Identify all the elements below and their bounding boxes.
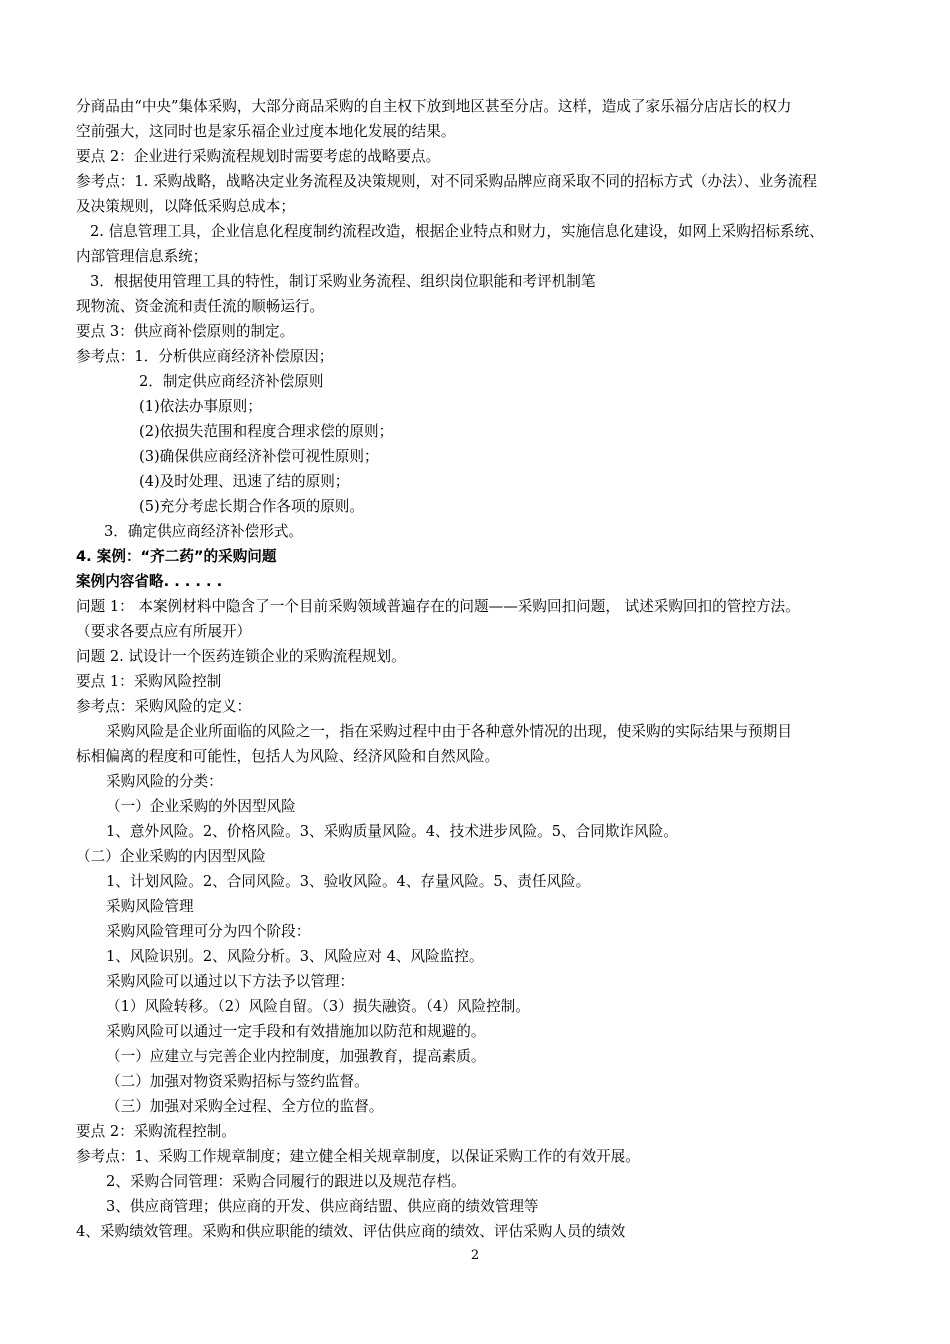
text-line: (3)确保供应商经济补偿可视性原则； [139, 448, 379, 465]
text-line: 分商品由“中央”集体采购，大部分商品采购的自主权下放到地区甚至分店。这样，造成了家乐福分店店长的权力 [76, 98, 792, 115]
text-line: 空前强大，这同时也是家乐福企业过度本地化发展的结果。 [76, 123, 456, 140]
text-line: 采购风险可以通过以下方法予以管理： [106, 973, 355, 990]
text-line: 2．制定供应商经济补偿原则 [139, 373, 324, 390]
text-line: 采购风险管理可分为四个阶段： [106, 923, 311, 940]
text-line: 要点 2：采购流程控制。 [76, 1123, 236, 1140]
text-line: 3、供应商管理；供应商的开发、供应商结盟、供应商的绩效管理等 [106, 1198, 539, 1215]
text-line: 问题 1： 本案例材料中隐含了一个目前采购领域普遍存在的问题——采购回扣问题， 试述采购回扣的管控方法。 [76, 598, 800, 615]
text-line: (2)依损失范围和程度合理求偿的原则； [139, 423, 394, 440]
text-line: 案例内容省略. . . . . . [76, 573, 223, 590]
text-line: 1、计划风险。2、合同风险。3、验收风险。4、存量风险。5、责任风险。 [106, 873, 591, 890]
text-line: 2、采购合同管理：采购合同履行的跟进以及规范存档。 [106, 1173, 466, 1190]
text-line: 采购风险的分类： [106, 773, 223, 790]
page-number: 2 [470, 1248, 480, 1263]
text-line: (1)依法办事原则； [139, 398, 262, 415]
text-line: 3．确定供应商经济补偿形式。 [104, 523, 304, 540]
text-line: 采购风险是企业所面临的风险之一，指在采购过程中由于各种意外情况的出现，使采购的实际结果与预期目 [106, 723, 792, 740]
text-line: 标相偏离的程度和可能性，包括人为风险、经济风险和自然风险。 [76, 748, 500, 765]
text-line: 参考点：采购风险的定义： [76, 698, 252, 715]
text-line: 2. 信息管理工具，企业信息化程度制约流程改造，根据企业特点和财力，实施信息化建设，如网上采购招标系统、 [90, 223, 824, 240]
text-line: 参考点：1．分析供应商经济补偿原因； [76, 348, 334, 365]
text-line: （1）风险转移。（2）风险自留。（3）损失融资。（4）风险控制。 [106, 998, 530, 1015]
text-line: 要点 2：企业进行采购流程规划时需要考虑的战略要点。 [76, 148, 441, 165]
text-line: 1、意外风险。2、价格风险。3、采购质量风险。4、技术进步风险。5、合同欺诈风险。 [106, 823, 678, 840]
text-line: 要点 3：供应商补偿原则的制定。 [76, 323, 295, 340]
text-line: 要点 1：采购风险控制 [76, 673, 222, 690]
text-line: （一）企业采购的外因型风险 [106, 798, 296, 815]
text-line: 3．根据使用管理工具的特性，制订采购业务流程、组织岗位职能和考评机制笔 [90, 273, 596, 290]
text-line: (4)及时处理、迅速了结的原则； [139, 473, 350, 490]
text-line: 现物流、资金流和责任流的顺畅运行。 [76, 298, 325, 315]
section-heading: 4. 案例：“齐二药”的采购问题 [76, 548, 277, 565]
text-line: 1、风险识别。2、风险分析。3、风险应对 4、风险监控。 [106, 948, 484, 965]
text-line: 参考点：1. 采购战略，战略决定业务流程及决策规则，对不同采购品牌应商采取不同的招标方式（办法）、业务流程 [76, 173, 817, 190]
text-line: 参考点：1、采购工作规章制度；建立健全相关规章制度，以保证采购工作的有效开展。 [76, 1148, 640, 1165]
text-line: 问题 2. 试设计一个医药连锁企业的采购流程规划。 [76, 648, 406, 665]
text-line: 4、采购绩效管理。采购和供应职能的绩效、评估供应商的绩效、评估采购人员的绩效 [76, 1223, 626, 1240]
text-line: （一）应建立与完善企业内控制度，加强教育，提高素质。 [106, 1048, 486, 1065]
text-line: 内部管理信息系统； [76, 248, 208, 265]
text-line: 采购风险可以通过一定手段和有效措施加以防范和规避的。 [106, 1023, 486, 1040]
text-line: 采购风险管理 [106, 898, 194, 915]
text-line: （三）加强对采购全过程、全方位的监督。 [106, 1098, 384, 1115]
text-line: （要求各要点应有所展开） [76, 623, 252, 640]
text-line: 及决策规则，以降低采购总成本； [76, 198, 295, 215]
text-line: （二）加强对物资采购招标与签约监督。 [106, 1073, 369, 1090]
text-line: (5)充分考虑长期合作各项的原则。 [139, 498, 364, 515]
text-line: （二）企业采购的内因型风险 [76, 848, 266, 865]
